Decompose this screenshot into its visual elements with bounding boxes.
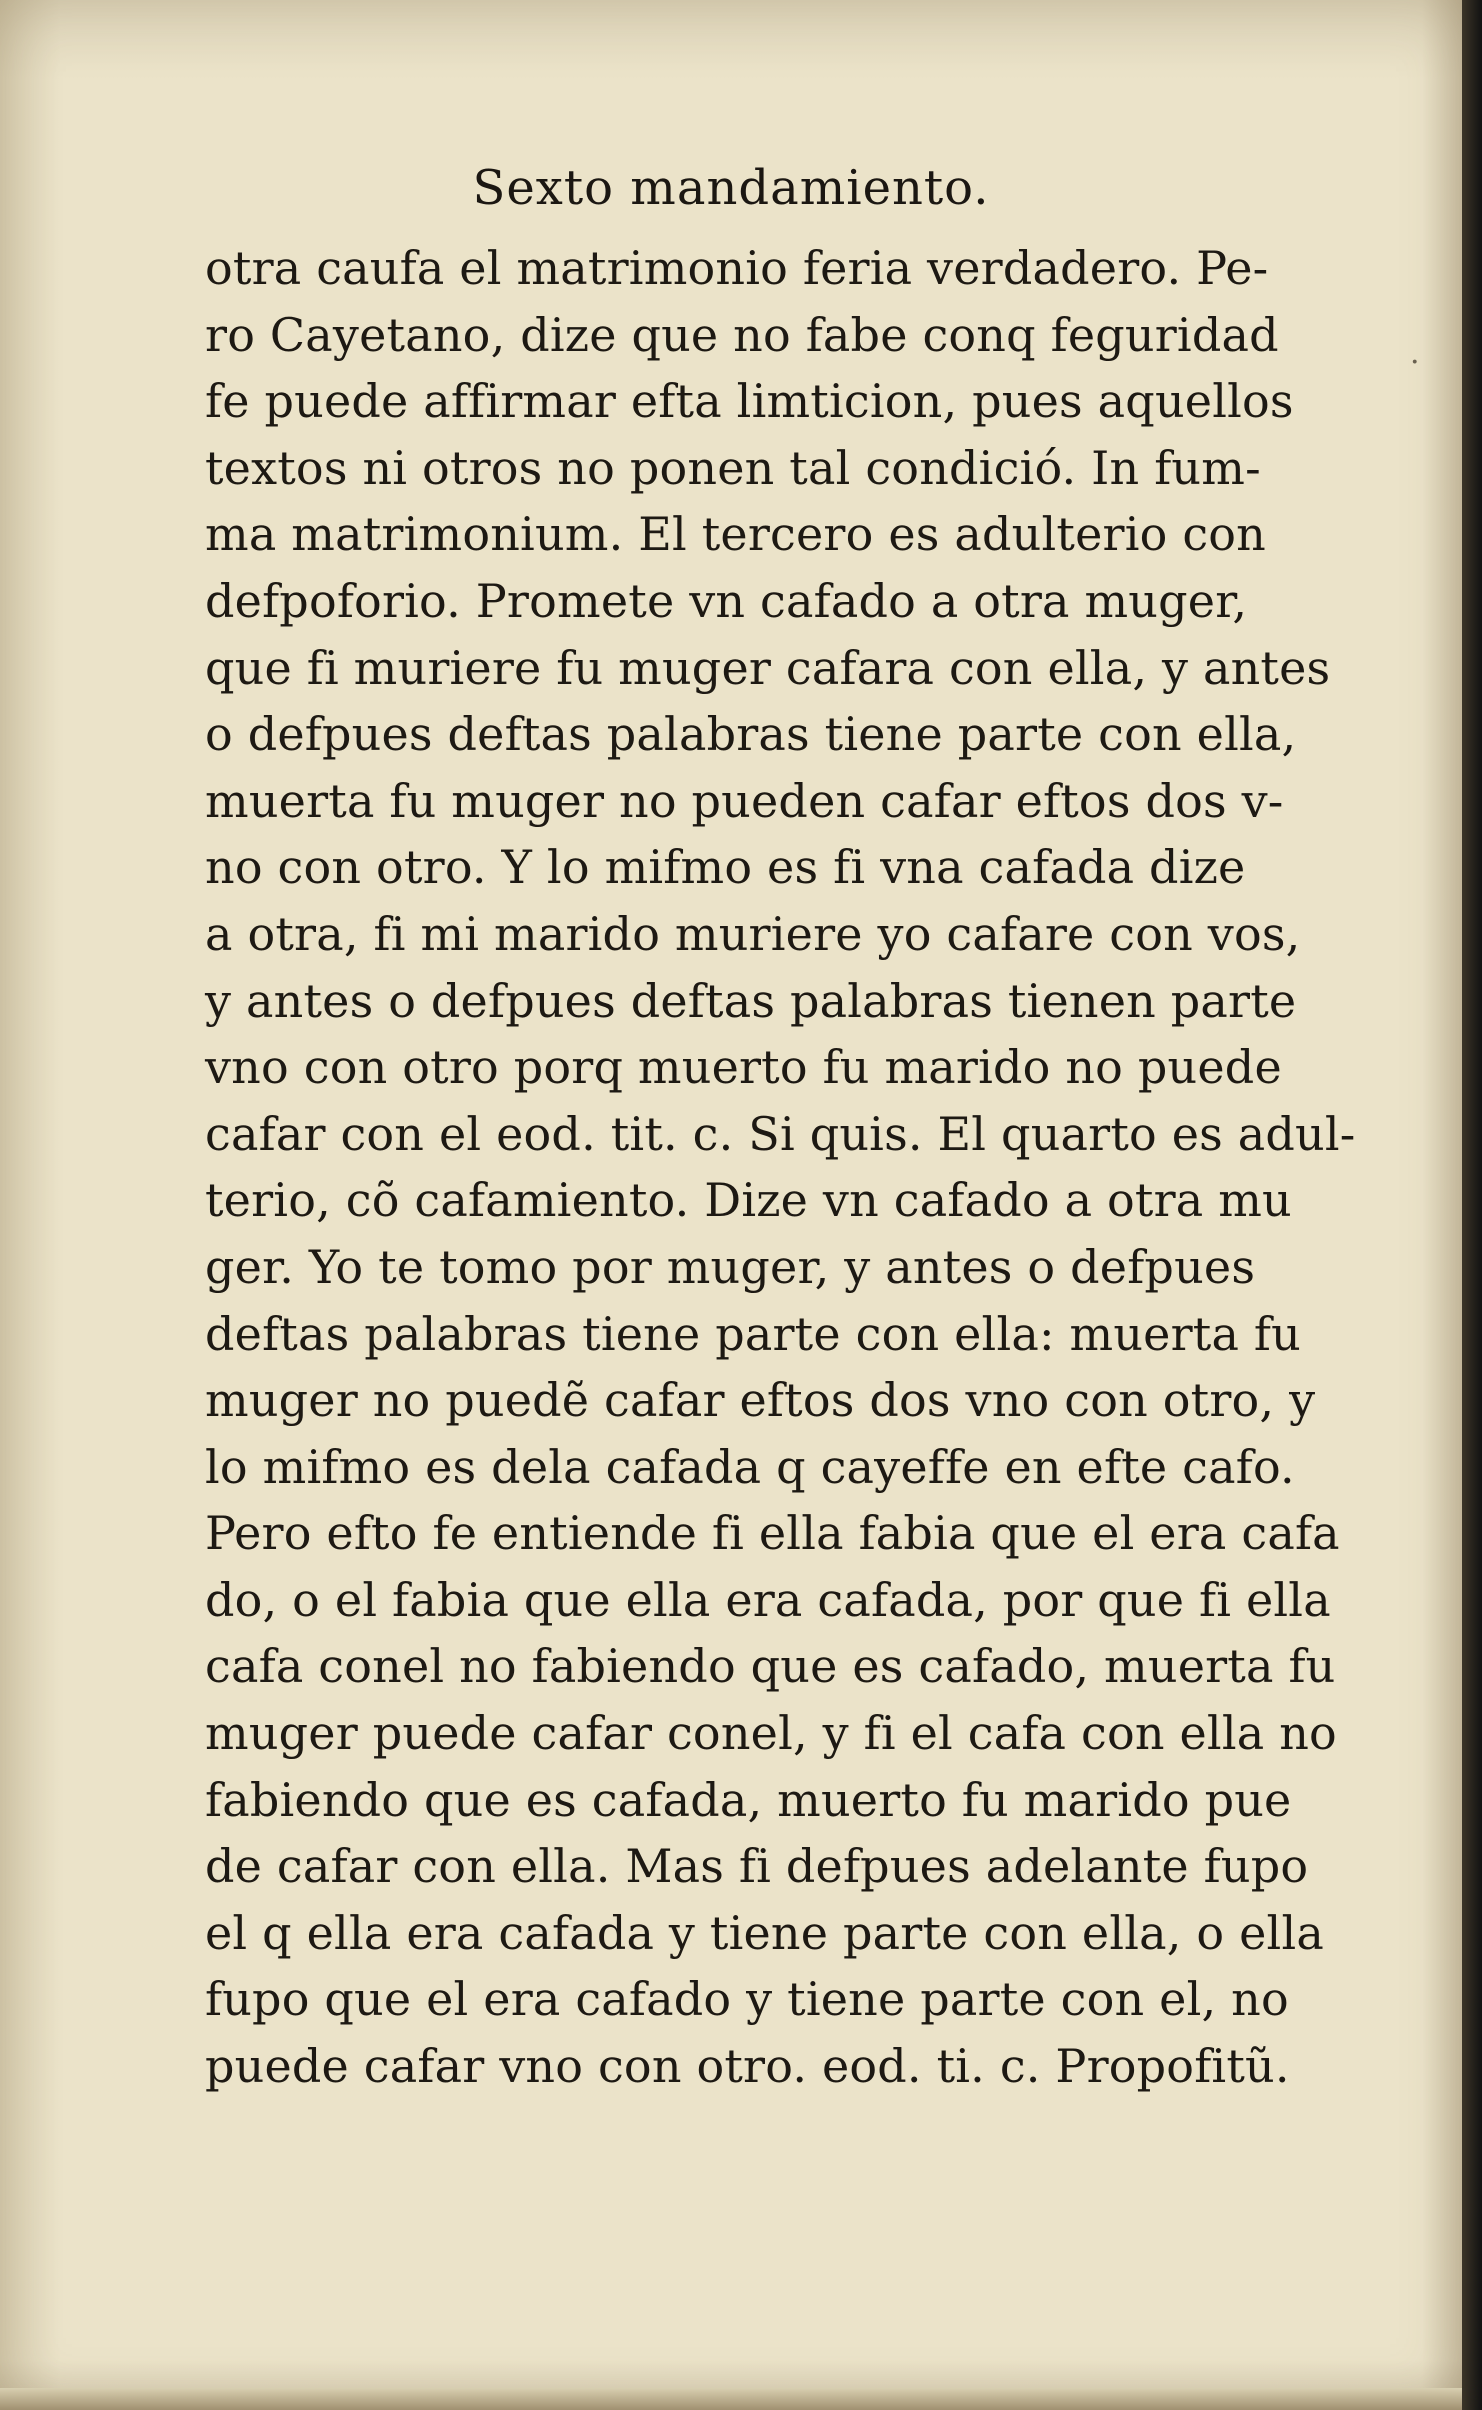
text-line: deftas palabras tiene parte con ella: muerta fu [205, 1306, 1301, 1361]
text-line: que fi muriere fu muger cafara con ella, y antes [205, 640, 1331, 695]
text-line: cafa conel no fabiendo que es cafado, muerta fu [205, 1639, 1336, 1694]
page-bottom-edge [0, 2388, 1462, 2410]
text-line: muger no puedẽ cafar eftos dos vno con otro, y [205, 1373, 1316, 1428]
text-line: puede cafar vno con otro. eod. ti. c. Propofitũ. [205, 2039, 1290, 2094]
margin-mark: · [1410, 345, 1420, 380]
text-line: fabiendo que es cafada, muerto fu marido pue [205, 1772, 1292, 1827]
text-line: cafar con el eod. tit. c. Si quis. El quarto es adul- [205, 1106, 1356, 1161]
text-line: y antes o defpues deftas palabras tienen parte [205, 973, 1297, 1028]
text-line: lo mifmo es dela cafada q cayeffe en efte cafo. [205, 1439, 1295, 1494]
text-line: fupo que el era cafado y tiene parte con el, no [205, 1972, 1289, 2027]
text-line: de cafar con ella. Mas fi defpues adelante fupo [205, 1839, 1309, 1894]
page-header: Sexto mandamiento. [472, 160, 990, 216]
text-line: no con otro. Y lo mifmo es fi vna cafada dize [205, 840, 1246, 895]
text-body [205, 235, 1365, 2100]
text-line: el q ella era cafada y tiene parte con ella, o ella [205, 1905, 1325, 1960]
text-line: do, o el fabia que ella era cafada, por que fi ella [205, 1572, 1331, 1627]
text-line: ro Cayetano, dize que no fabe conq feguridad [205, 307, 1279, 362]
text-line: fe puede affirmar efta limticion, pues aquellos [205, 374, 1294, 429]
text-line: Pero efto fe entiende fi ella fabia que el era cafa [205, 1506, 1340, 1561]
text-line: a otra, fi mi marido muriere yo cafare con vos, [205, 906, 1301, 961]
binding-edge [1462, 0, 1482, 2410]
text-line: vno con otro porq muerto fu marido no puede [205, 1040, 1282, 1095]
text-line: defpoforio. Promete vn cafado a otra muger, [205, 573, 1248, 628]
text-line: muger puede cafar conel, y fi el cafa con ella no [205, 1706, 1337, 1761]
text-line: muerta fu muger no pueden cafar eftos dos v- [205, 773, 1284, 828]
text-line: otra caufa el matrimonio feria verdadero. Pe- [205, 241, 1269, 295]
text-line: ger. Yo te tomo por muger, y antes o defpues [205, 1239, 1256, 1294]
text-line: ma matrimonium. El tercero es adulterio con [205, 507, 1267, 562]
text-line: textos ni otros no ponen tal condició. In fum- [205, 440, 1261, 495]
text-line: o defpues deftas palabras tiene parte con ella, [205, 707, 1297, 762]
text-line: terio, cõ cafamiento. Dize vn cafado a otra mu [205, 1173, 1292, 1228]
